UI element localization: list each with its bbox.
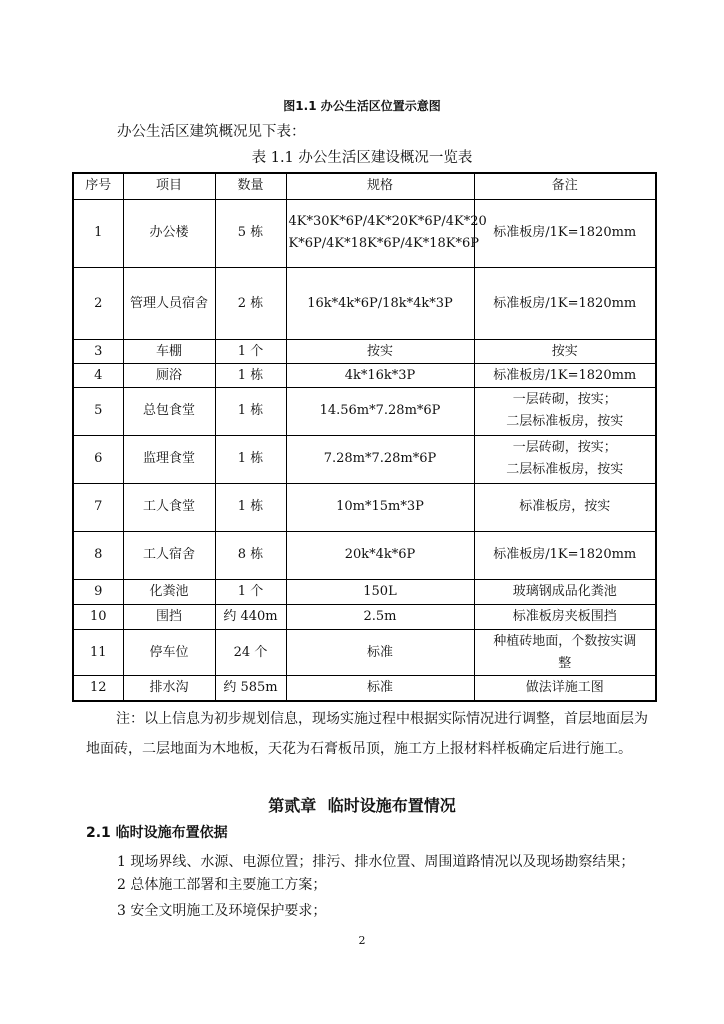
table-body [73, 199, 656, 701]
cell-remark: 做法详施工图 [474, 676, 656, 701]
table-row [73, 199, 656, 268]
list-item: 2 总体施工部署和主要施工方案； [117, 877, 327, 893]
cell-remark: 标准板房/1K=1820mm [474, 364, 656, 388]
cell-spec: 4K*30K*6P/4K*20K*6P/4K*20 K*6P/4K*18K*6P/4K*18K*6P [286, 199, 474, 268]
cell-spec: 16k*4k*6P/18k*4k*3P [286, 268, 474, 340]
table-row [73, 629, 656, 676]
cell-spec: 标准 [286, 676, 474, 701]
cell-spec: 20k*4k*6P [286, 531, 474, 579]
facility-table [72, 172, 657, 702]
cell-index: 9 [73, 579, 123, 604]
cell-index: 2 [73, 268, 123, 340]
cell-index: 10 [73, 604, 123, 629]
cell-remark: 标准板房，按实 [474, 483, 656, 531]
header-index: 序号 [73, 173, 123, 199]
cell-item: 围挡 [123, 604, 215, 629]
cell-item: 停车位 [123, 629, 215, 676]
header-spec: 规格 [286, 173, 474, 199]
cell-item: 厕浴 [123, 364, 215, 388]
cell-quantity: 8 栋 [215, 531, 286, 579]
cell-index: 6 [73, 435, 123, 483]
table-row [73, 579, 656, 604]
cell-index: 4 [73, 364, 123, 388]
cell-spec: 按实 [286, 340, 474, 364]
cell-quantity: 1 个 [215, 579, 286, 604]
cell-quantity: 约 440m [215, 604, 286, 629]
cell-quantity: 1 个 [215, 340, 286, 364]
list-item: 3 安全文明施工及环境保护要求； [117, 903, 327, 919]
cell-index: 1 [73, 199, 123, 268]
header-item: 项目 [123, 173, 215, 199]
cell-quantity: 约 585m [215, 676, 286, 701]
figure-caption: 图1.1 办公生活区位置示意图 [283, 99, 441, 113]
cell-remark: 标准板房/1K=1820mm [474, 268, 656, 340]
cell-spec: 标准 [286, 629, 474, 676]
cell-spec: 10m*15m*3P [286, 483, 474, 531]
table-row [73, 604, 656, 629]
cell-remark: 标准板房/1K=1820mm [474, 531, 656, 579]
page-number: 2 [358, 934, 366, 947]
cell-quantity: 2 栋 [215, 268, 286, 340]
cell-remark: 一层砖砌，按实； 二层标准板房，按实 [474, 388, 656, 436]
cell-quantity: 1 栋 [215, 364, 286, 388]
cell-quantity: 1 栋 [215, 435, 286, 483]
cell-spec: 2.5m [286, 604, 474, 629]
cell-item: 化粪池 [123, 579, 215, 604]
cell-item: 工人宿舍 [123, 531, 215, 579]
cell-quantity: 1 栋 [215, 483, 286, 531]
table-header-row [73, 173, 656, 199]
cell-quantity: 24 个 [215, 629, 286, 676]
chapter-title: 第贰章 临时设施布置情况 [268, 796, 456, 815]
table-caption: 表 1.1 办公生活区建设概况一览表 [251, 150, 473, 166]
cell-item: 排水沟 [123, 676, 215, 701]
cell-index: 7 [73, 483, 123, 531]
table-row [73, 340, 656, 364]
cell-item: 总包食堂 [123, 388, 215, 436]
header-remark: 备注 [474, 173, 656, 199]
cell-item: 管理人员宿舍 [123, 268, 215, 340]
table-row [73, 483, 656, 531]
cell-remark: 一层砖砌，按实； 二层标准板房，按实 [474, 435, 656, 483]
section-title: 2.1 临时设施布置依据 [86, 825, 228, 841]
list-item: 1 现场界线、水源、电源位置；排污、排水位置、周围道路情况以及现场勘察结果； [117, 854, 635, 870]
cell-spec: 150L [286, 579, 474, 604]
cell-index: 3 [73, 340, 123, 364]
cell-remark: 按实 [474, 340, 656, 364]
table-row [73, 676, 656, 701]
table-row [73, 364, 656, 388]
table-row [73, 388, 656, 436]
cell-item: 车棚 [123, 340, 215, 364]
cell-remark: 标准板房夹板围挡 [474, 604, 656, 629]
cell-item: 工人食堂 [123, 483, 215, 531]
cell-index: 8 [73, 531, 123, 579]
cell-spec: 4k*16k*3P [286, 364, 474, 388]
table-row [73, 435, 656, 483]
table-note: 注：以上信息为初步规划信息，现场实施过程中根据实际情况进行调整，首层地面层为地面砖，二层地面为木地板，天花为石膏板吊顶，施工方上报材料样板确定后进行施工。 [86, 711, 648, 757]
cell-quantity: 1 栋 [215, 388, 286, 436]
cell-spec: 7.28m*7.28m*6P [286, 435, 474, 483]
cell-remark: 标准板房/1K=1820mm [474, 199, 656, 268]
cell-remark: 玻璃钢成品化粪池 [474, 579, 656, 604]
cell-spec: 14.56m*7.28m*6P [286, 388, 474, 436]
table-row [73, 531, 656, 579]
cell-index: 11 [73, 629, 123, 676]
cell-quantity: 5 栋 [215, 199, 286, 268]
header-quantity: 数量 [215, 173, 286, 199]
cell-index: 12 [73, 676, 123, 701]
cell-item: 办公楼 [123, 199, 215, 268]
cell-index: 5 [73, 388, 123, 436]
table-row [73, 268, 656, 340]
cell-remark: 种植砖地面，个数按实调 整 [474, 629, 656, 676]
intro-text: 办公生活区建筑概况见下表： [117, 124, 306, 140]
cell-item: 监理食堂 [123, 435, 215, 483]
